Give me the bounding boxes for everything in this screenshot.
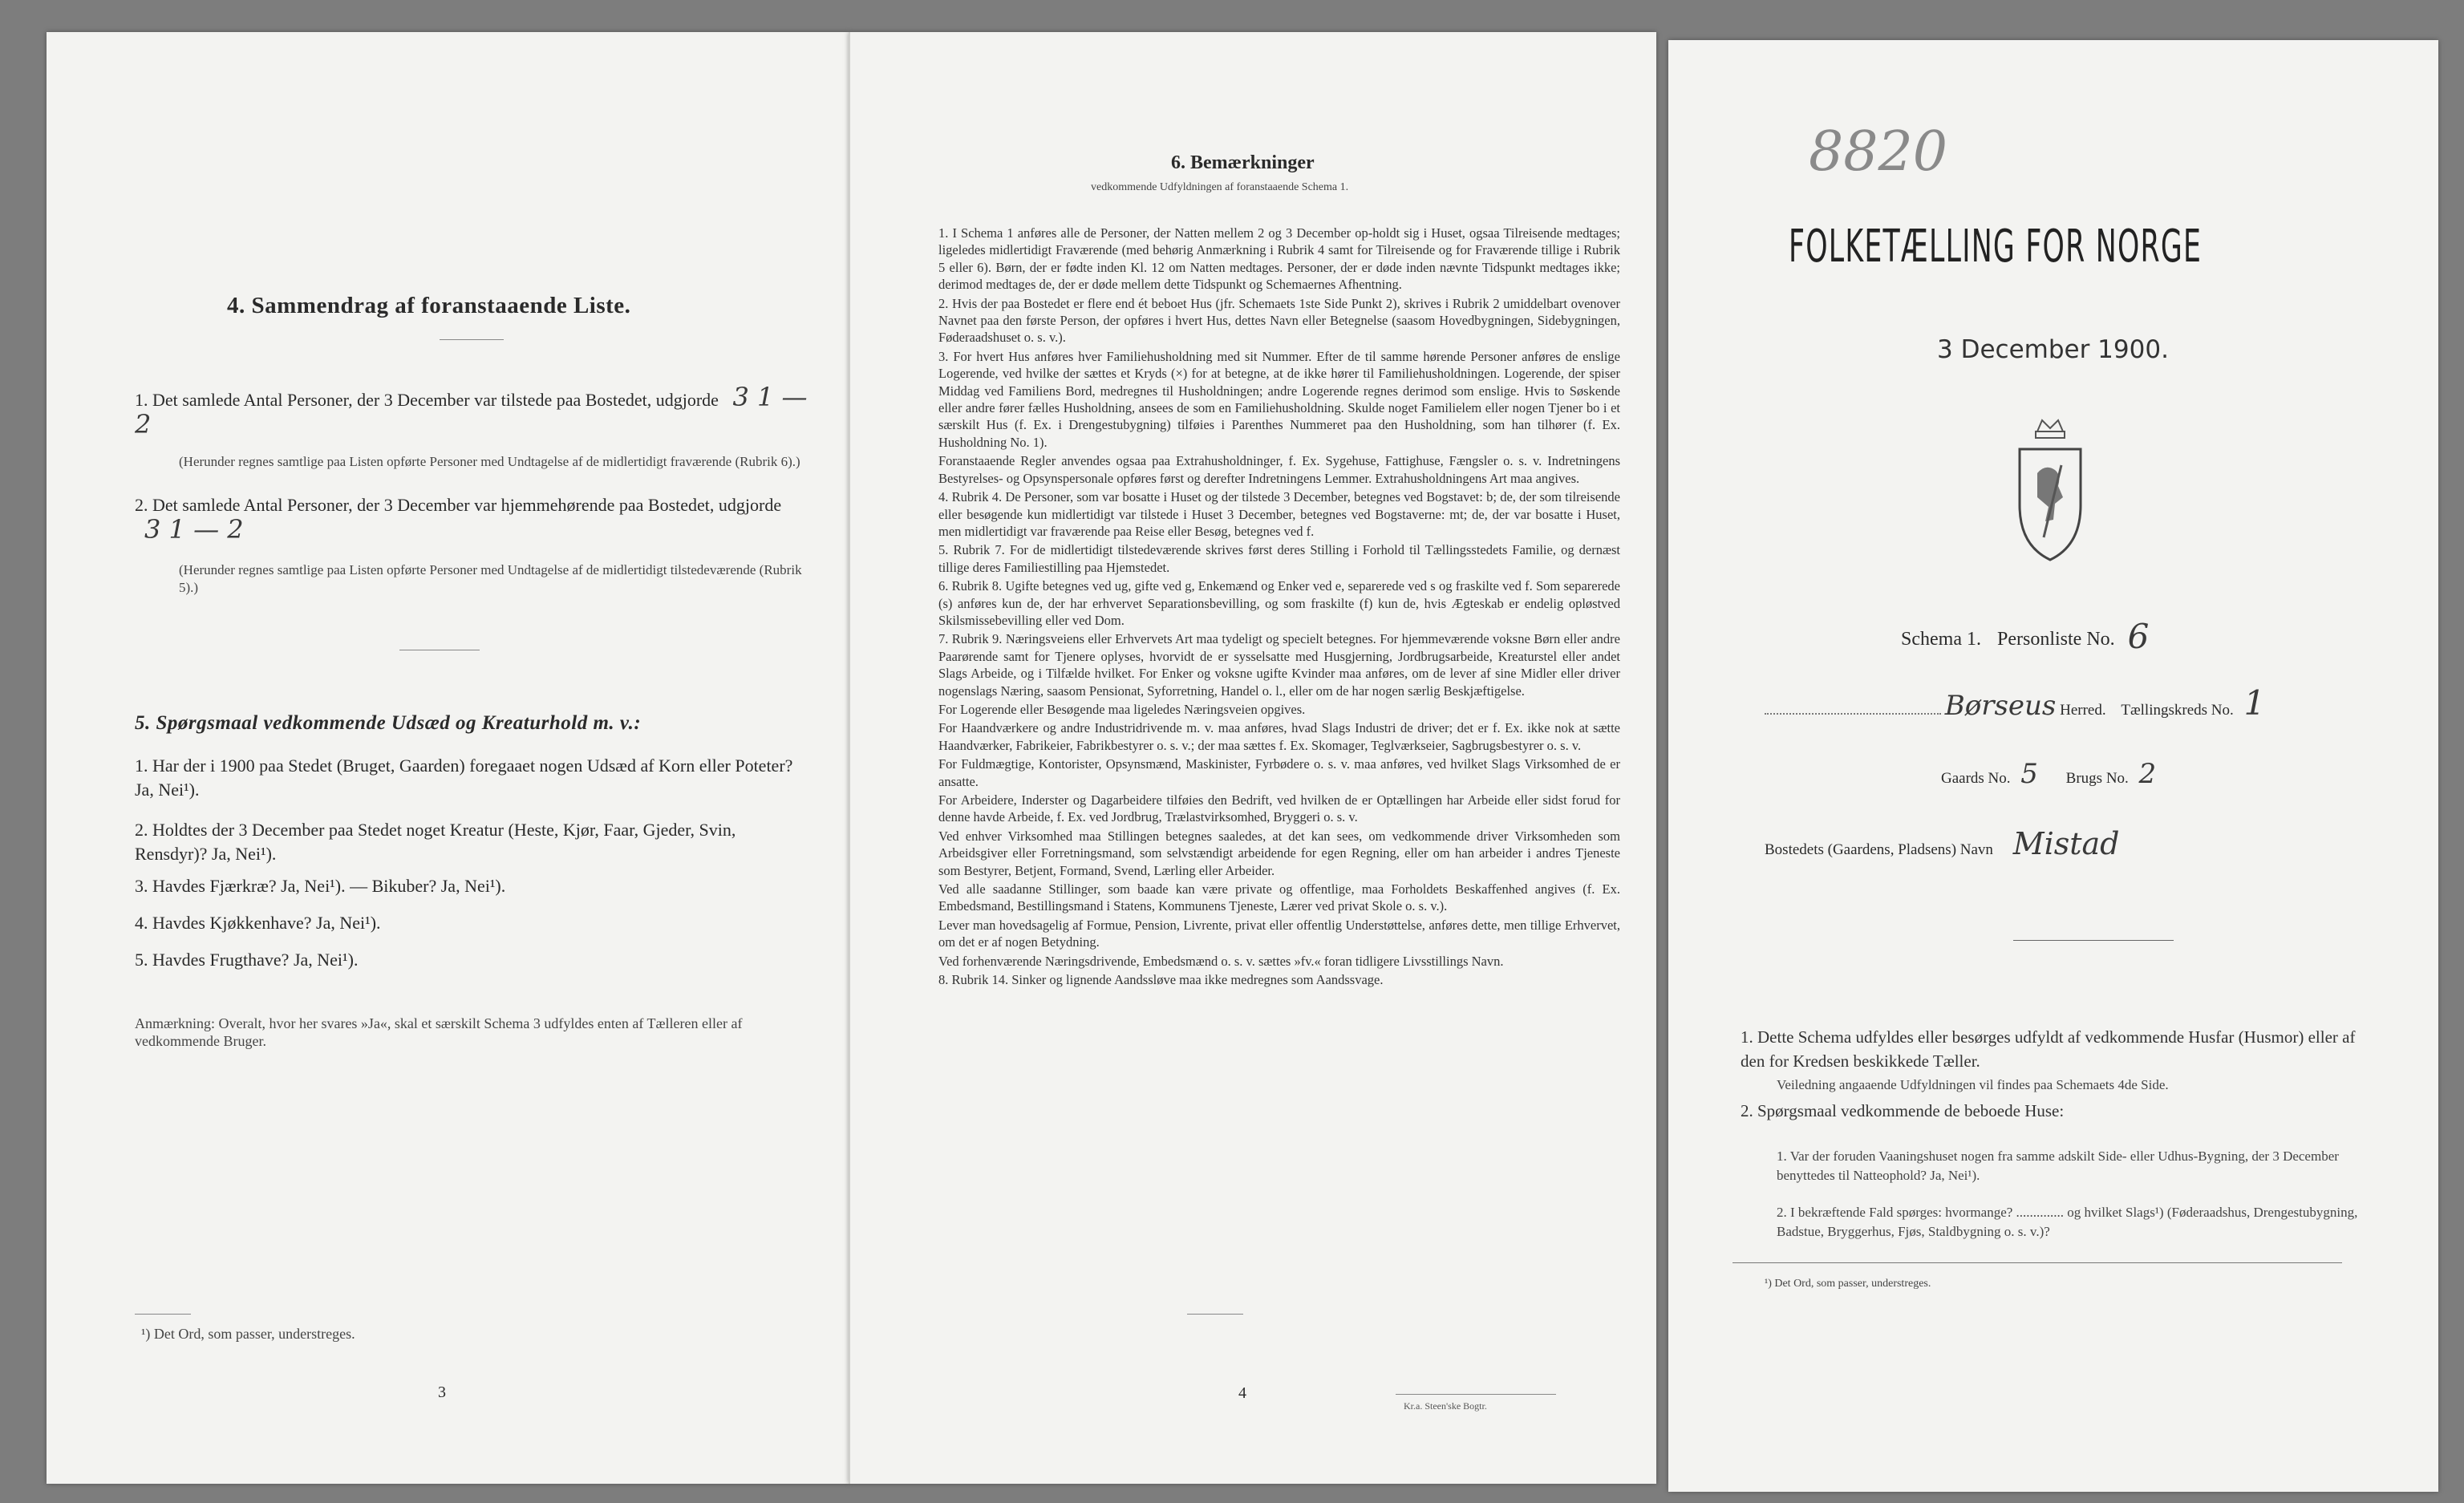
remarks-title: 6. Bemærkninger: [1171, 152, 1315, 173]
remarks-subtitle: vedkommende Udfyldningen af foranstaaende Schema 1.: [1091, 181, 1349, 193]
brugs-label: Brugs No.: [2065, 770, 2129, 787]
printer-divider: [1396, 1394, 1556, 1395]
gaards-line: [1941, 758, 2156, 790]
summary-item-1: [135, 382, 808, 440]
footnote: ¹) Det Ord, som passer, understreges.: [1765, 1278, 1931, 1290]
page-1-cover: [1668, 40, 2438, 1492]
question-3: 3. Havdes Fjærkræ? Ja, Nei¹). — Bikuber? Ja, Nei¹).: [135, 876, 506, 896]
remark-paragraph: For Haandværkere og andre Industridrivende m. v. maa anføres, hvad Slags Industri de driver; det er f. Ex. ikke nok at sætte Haandværker, Fabrikeier, Fabrikbestyrer o. s. v.; der maa sættes f. Ex. Skomager, Teglværkseier, Sagbrugsbestyrer o. s. v.: [938, 720, 1620, 753]
remark-paragraph: 6. Rubrik 8. Ugifte betegnes ved ug, gifte ved g, Enkemænd og Enker ved e, separerede ved s og fraskilte ved f. Som separerede (s) anføres kun de, der har erhvervet Separationsbevilling, og som fraskilte (f) kun de, hvis Ægteskab er endelig opløstved Skilsmissebevilling eller ved Dom.: [938, 578, 1620, 628]
summary-item-1-note: (Herunder regnes samtlige paa Listen opførte Personer med Undtagelse af de midlertidigt fraværende (Rubrik 6).): [179, 454, 800, 469]
archive-number: 8820: [1809, 120, 1948, 184]
page-3: [47, 32, 849, 1484]
remark-paragraph: Ved enhver Virksomhed maa Stillingen betegnes saaledes, at det kan sees, om vedkommende driver Virksomheden som Arbeidsgiver eller Forretningsmand, som selvstændigt arbeidende for egen Regning, eller om han arbeider i andres Tjeneste som Bestyrer, Betjent, Formand, Svend, Lærling eller Arbeider.: [938, 828, 1620, 878]
remark-paragraph: 1. I Schema 1 anføres alle de Personer, der Natten mellem 2 og 3 December op-holdt sig i Huset, ogsaa Tilreisende medtages; ligeledes midlertidigt Fraværende (med behørig Anmærkning i Rubrik 4 samt for Tilreisende og for Fraværende tillige i Rubrik 5 eller 6). Børn, der er fødte inden Kl. 12 om Natten medtages. Personer, der er døde inden nævnte Tidspunkt medtages ikke; derimod medtages de, der er døde mellem dette Tidspunkt og Schemaernes Afhentning.: [938, 225, 1620, 293]
schema-line: [1901, 614, 2150, 656]
question-2: 2. Holdtes der 3 December paa Stedet noget Kreatur (Heste, Kjør, Faar, Gjeder, Svin, Rensdyr)? Ja, Nei¹).: [135, 820, 736, 864]
bosted-value: Mistad: [2012, 826, 2120, 861]
remark-paragraph: Ved forhenværende Næringsdrivende, Embedsmænd o. s. v. sættes »fv.« foran tidligere Livsstillings Navn.: [938, 953, 1504, 969]
schema-label: Schema 1.: [1901, 629, 1981, 650]
summary-item-2-value: 3 1 — 2: [144, 514, 244, 545]
census-date: 3 December 1900.: [1937, 335, 2169, 364]
remark-paragraph: Lever man hovedsagelig af Formue, Pension, Livrente, privat eller offentlig Understøttelse, anføres dette, men tillige Erhvervet, om det er af nogen Betydning.: [938, 917, 1620, 950]
remark-paragraph: 8. Rubrik 14. Sinker og lignende Aandssløve maa ikke medregnes som Aandssvage.: [938, 972, 1384, 988]
question-1: 1. Har der i 1900 paa Stedet (Bruget, Gaarden) foregaaet nogen Udsæd af Korn eller Poteter? Ja, Nei¹).: [135, 756, 793, 800]
kreds-value: 1: [2243, 683, 2266, 723]
instruction-2: 2. Spørgsmaal vedkommende de beboede Huse:: [1741, 1101, 2065, 1120]
bosted-line: [1765, 826, 2120, 861]
summary-item-2: [135, 493, 808, 545]
herred-value: Børseus: [1944, 690, 2057, 722]
personliste-label: Personliste No.: [1996, 629, 2115, 650]
question-5: 5. Havdes Frugthave? Ja, Nei¹).: [135, 950, 359, 970]
section-5-title: 5. Spørgsmaal vedkommende Udsæd og Kreaturhold m. v.:: [135, 712, 642, 734]
coat-of-arms-emblem: [2013, 417, 2087, 569]
personliste-value: 6: [2127, 617, 2150, 656]
instruction-1: 1. Dette Schema udfyldes eller besørges udfyldt af vedkommende Husfar (Husmor) eller af den for Kredsen beskikkede Tæller.: [1741, 1027, 2356, 1071]
gaards-label: Gaards No.: [1941, 770, 2011, 787]
footnote-divider: [135, 1314, 191, 1315]
remark-paragraph: For Arbeidere, Inderster og Dagarbeidere tilføies den Bedrift, ved hvilken de er Optællingen har Arbeide eller sidst forud for denne havde Arbeide, f. Ex. ved Jordbrug, Trælastvirksomhed, Bryggeri o. s. v.: [938, 792, 1620, 825]
herred-label: Herred.: [2060, 702, 2106, 719]
gaards-value: 5: [2020, 758, 2038, 790]
remark-paragraph: Foranstaaende Regler anvendes ogsaa paa Extrahusholdninger, f. Ex. Sygehuse, Fattighuse, Fængsler o. s. v. Indretningens Bestyrelses- og Opsynspersonale opføres først og derefter Indretningens Lemmer. Extrahusholdningens Art maa angives.: [938, 453, 1620, 486]
remark-paragraph: 4. Rubrik 4. De Personer, som var bosatte i Huset og der tilstede 3 December, betegnes ved Bogstavet: b; de, der som tilreisende eller besøgende kun midlertidigt var tilstede i Huset 3 December, betegnes ved Bogstaverne: mt; de, der var bosatte i Huset, men midlertidigt var fraværende paa Reise eller Besøg, betegnes ved f.: [938, 489, 1620, 539]
summary-item-2-text: 2. Det samlede Antal Personer, der 3 December var hjemmehørende paa Bostedet, udgjorde: [135, 495, 782, 515]
main-title: FOLKETÆLLING FOR NORGE: [1789, 221, 2203, 273]
bosted-label: Bostedets (Gaardens, Pladsens) Navn: [1765, 841, 1993, 858]
question-4: 4. Havdes Kjøkkenhave? Ja, Nei¹).: [135, 913, 381, 933]
summary-item-2-note: (Herunder regnes samtlige paa Listen opførte Personer med Undtagelse af de midlertidigt tilstedeværende (Rubrik 5).): [179, 562, 802, 595]
summary-item-1-value: 3 1 — 2: [135, 382, 808, 440]
page-4: [849, 32, 1656, 1484]
remark-paragraph: 7. Rubrik 9. Næringsveiens eller Erhvervets Art maa tydeligt og specielt betegnes. For hjemmeværende voksne Børn eller andre Paarørende samt for Tjenere oplyses, hvorvidt de er sysselsatte med Husgjerning, Jordbrugsarbeide, Kreaturstel eller andet Slags Arbeide, og i Tilfælde hvilket. For Enker og voksne ugifte Kvinder maa anføres, om de lever af sine Midler eller driver nogenslags Næring, saasom Pensionat, Syforretning, Handel o. l., eller om de har nogen særlig Beskjæftigelse.: [938, 631, 1620, 699]
instruction-2-question-1: 1. Var der foruden Vaaningshuset nogen fra samme adskilt Side- eller Udhus-Bygning, der 3 December benyttedes til Natteophold? Ja, Nei¹).: [1777, 1149, 2339, 1183]
remarks-body: [938, 225, 1620, 990]
remark-paragraph: For Fuldmægtige, Kontorister, Opsynsmænd, Maskinister, Fyrbødere o. s. v. maa anføres, ved hvilket Slags Virksomhed de er ansatte.: [938, 756, 1620, 789]
page-number: 3: [438, 1383, 446, 1401]
page-number: 4: [1238, 1384, 1246, 1402]
herred-line: [1765, 683, 2422, 723]
footnote-divider: [1732, 1262, 2342, 1263]
instruction-1-note: Veiledning angaaende Udfyldningen vil findes paa Schemaets 4de Side.: [1777, 1077, 2169, 1092]
remark-paragraph: For Logerende eller Besøgende maa ligeledes Næringsveien opgives.: [938, 701, 1306, 717]
lion-shield-icon: [2013, 417, 2087, 569]
divider: [440, 339, 504, 340]
remark-paragraph: 5. Rubrik 7. For de midlertidigt tilstedeværende skrives først deres Stilling i Forhold til Tællingsstedets Familie, og dernæst tillige deres Familiestilling paa Hjemstedet.: [938, 542, 1620, 575]
remark-paragraph: 3. For hvert Hus anføres hver Familiehusholdning med sit Nummer. Efter de til samme hørende Personer anføres de enslige Logerende, ved hvilke der sættes et Kryds (×) for at betegne, at de ikke hører til Familiehusholdningen. Logerende, der spiser Middag ved Familiens Bord, medregnes til Husholdningen; andre Logerende regnes derimod som enslige. Hvis to Søskende eller andre fører fælles Husholdning, ansees de som en Familiehusholdning. Skulde noget Familielem eller nogen Tjener bo i et særskilt Hus (f. Ex. i Drengestubygning) tilføies i Parenthes Nummeret paa den Husholdning, som han tilhører (f. Ex. Husholdning No. 1).: [938, 348, 1620, 450]
remark: Anmærkning: Overalt, hvor her svares »Ja«, skal et særskilt Schema 3 udfyldes enten af Tælleren eller af vedkommende Bruger.: [135, 1015, 743, 1049]
kreds-label: Tællingskreds No.: [2121, 702, 2234, 719]
brugs-value: 2: [2138, 758, 2157, 790]
printer-imprint: Kr.a. Steen'ske Bogtr.: [1404, 1400, 1487, 1412]
remark-paragraph: Ved alle saadanne Stillinger, som baade kan være private og offentlige, maa Forholdets Beskaffenhed angives (f. Ex. Embedsmand, Bestillingsmand i Statens, Kommunens Tjeneste, Lærer ved privat Skole o. s. v.).: [938, 881, 1620, 914]
remark-paragraph: 2. Hvis der paa Bostedet er flere end ét beboet Hus (jfr. Schemaets 1ste Side Punkt 2), skrives i Rubrik 2 umiddelbart ovenover Navnet paa den første Person, der opføres i hvert Hus, dettes Navn eller Betegnelse (saasom Hovedbygningen, Sidebygningen, Føderaadshuset o. s. v.).: [938, 295, 1620, 346]
summary-item-1-text: 1. Det samlede Antal Personer, der 3 December var tilstede paa Bostedet, udgjorde: [135, 390, 719, 410]
footnote: ¹) Det Ord, som passer, understreges.: [141, 1326, 355, 1342]
divider: [1187, 1314, 1243, 1315]
instruction-2-question-2: 2. I bekræftende Fald spørges: hvormange? .............. og hvilket Slags¹) (Føderaadshus, Drengestubygning, Badstue, Bryggerhus, Fjøs, Staldbygning o. s. v.)?: [1777, 1205, 2358, 1239]
ornament-divider: [2013, 940, 2174, 941]
section-4-title: 4. Sammendrag af foranstaaende Liste.: [227, 293, 631, 318]
